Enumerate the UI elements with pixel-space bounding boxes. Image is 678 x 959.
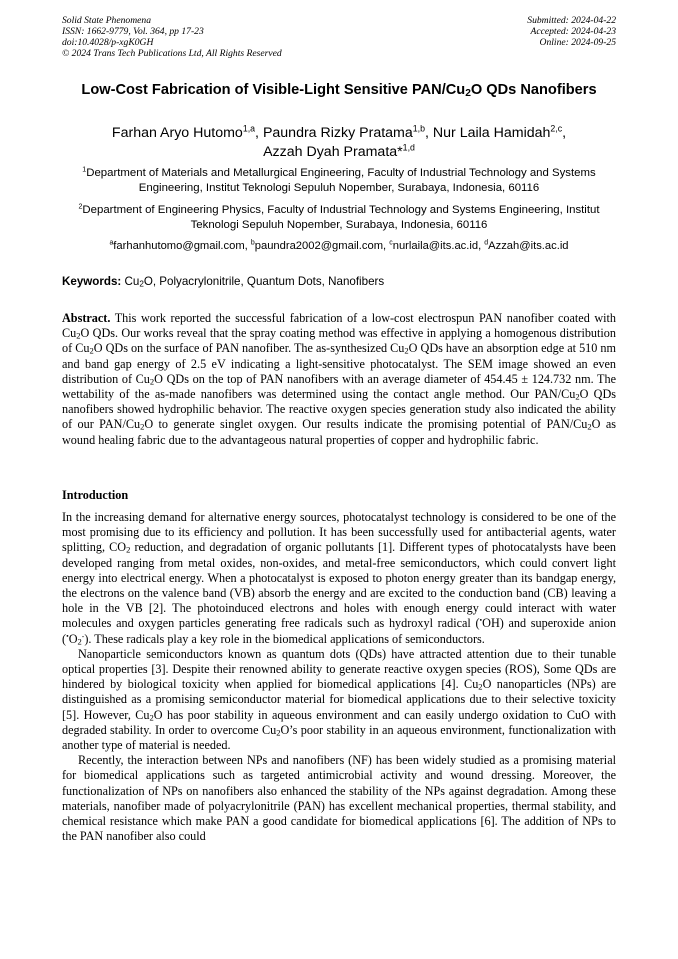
doi-link[interactable]: doi:10.4028/p-xgK0GH bbox=[62, 37, 154, 49]
author-affiliation-mark: 1,b bbox=[412, 123, 425, 134]
keywords-line bbox=[62, 275, 616, 289]
author-name: Farhan Aryo Hutomo bbox=[111, 125, 243, 141]
paragraph-text: O nanoparticles (NPs) are distinguished as a promising semiconductor material for biomedical applications due to their selective toxicity [5]. However, Cu bbox=[62, 677, 616, 722]
paragraph-text: reduction, and degradation of organic pollutants [1]. Different types of photocatalysts have been developed ranging from metal oxides, non-oxides, and metal-free semiconductors, which could convert light energy into electrical energy. When a photocatalyst is exposed to photon energy greater than its bandgap energy, the electrons on the valence band (VB) absorb the energy and are excited to the conduction band (CB) leaving a hole in the VB [2]. The photoinduced electrons and holes with enough energy could interact with water molecules and oxygen particles generating free radicals such as hydroxyl radical ( bbox=[62, 540, 616, 631]
author-separator: , bbox=[255, 125, 263, 141]
introduction-body bbox=[62, 510, 616, 844]
email-address[interactable]: farhanhutomo@gmail.com bbox=[113, 240, 245, 252]
section-heading-introduction: Introduction bbox=[62, 488, 129, 502]
abstract-subscript: 2 bbox=[404, 346, 409, 357]
journal-name: Solid State Phenomena bbox=[62, 15, 151, 26]
abstract-text: O QDs on the top of PAN nanofibers with an average diameter of 454.45 ± 124.732 nm. The wettability of the as-made nanofibers was determined using the contact angle method. Our PAN/Cu bbox=[62, 371, 617, 402]
publication-dates bbox=[527, 15, 616, 48]
journal-info bbox=[62, 15, 282, 59]
email-mark: d bbox=[484, 239, 489, 247]
author-affiliation-mark: 2,c bbox=[550, 123, 563, 134]
abstract-text: O QDs. Our works reveal that the spray coating method was effective in applying a homogenous distribution of Cu bbox=[62, 326, 616, 356]
author-emails bbox=[58, 239, 620, 253]
paragraph: Recently, the interaction between NPs and nanofibers (NF) has been widely studied as a promising material for biomedical applications such as targeted antimicrobial activity and wound dressing. Moreover, the functionalization of NPs on nanofibers also enhanced the stability of the NPs against degradation. Among these materials, nanofiber made of polyacrylonitrile (PAN) has excellent mechanical properties, thermal stability, and chemical resistance which make PAN a good candidate for biomedical applications [6]. The addition of NPs to the PAN nanofiber also could bbox=[62, 753, 616, 844]
paragraph-text: Nanoparticle semiconductors known as quantum dots (QDs) have attracted attention due to their tunable optical properties [3]. Despite their renowned ability to generate reactive oxygen species (ROS), Some QDs are hindered by biological toxicity when applied for biomedical applications [4]. Cu bbox=[62, 646, 616, 692]
subscript: 2 bbox=[149, 712, 154, 723]
issn-volume: ISSN: 1662-9779, Vol. 364, pp 17-23 bbox=[62, 26, 204, 38]
affiliation-2 bbox=[62, 203, 616, 233]
abstract-label: Abstract. bbox=[62, 311, 111, 325]
abstract-subscript: 2 bbox=[587, 422, 592, 433]
submitted-date: Submitted: 2024-04-22 bbox=[527, 15, 616, 26]
author-separator: , bbox=[562, 125, 567, 141]
email-mark: c bbox=[389, 239, 393, 247]
title-text: O QDs Nanofibers bbox=[470, 82, 597, 98]
paragraph-text: OH) and superoxide anion ( bbox=[62, 616, 616, 646]
abstract-text: This work reported the successful fabrication of a low-cost electrospun PAN nanofiber coated with Cu bbox=[62, 311, 616, 341]
paragraph-text: O has poor stability in aqueous environment and can easily undergo oxidation to CuO with degraded stability. In order to overcome Cu bbox=[62, 707, 616, 737]
abstract-subscript: 2 bbox=[76, 330, 81, 341]
accepted-date: Accepted: 2024-04-23 bbox=[530, 26, 616, 38]
abstract-subscript: 2 bbox=[149, 376, 155, 387]
affiliation-text: Department of Materials and Metallurgical Engineering, Faculty of Industrial Technology and Systems Engineering, Institut Teknologi Sepuluh Nopember, Surabaya, Indonesia, 60116 bbox=[86, 167, 596, 195]
author-separator: , bbox=[425, 125, 433, 141]
keywords-label: Keywords: bbox=[62, 275, 122, 288]
abstract-text: O QDs on the surface of PAN nanofiber. The as-synthesized Cu bbox=[93, 341, 405, 356]
subscript: 2 bbox=[77, 636, 82, 647]
subscript: 2 bbox=[126, 545, 131, 556]
affiliation-1 bbox=[62, 166, 616, 196]
email-address[interactable]: paundra2002@gmail.com bbox=[254, 240, 384, 252]
affiliation-number: 1 bbox=[82, 166, 87, 174]
author-list bbox=[62, 124, 616, 161]
email-mark: a bbox=[109, 239, 114, 247]
abstract-subscript: 2 bbox=[140, 422, 145, 433]
title-text: Low-Cost Fabrication of Visible-Light Sensitive PAN/Cu bbox=[81, 82, 466, 98]
email-address[interactable]: nurlaila@its.ac.id bbox=[392, 240, 479, 252]
paragraph-text: O’s poor stability in an aqueous environment, functionalization with another type of material is needed. bbox=[62, 722, 616, 753]
keywords-subscript: 2 bbox=[139, 279, 144, 289]
abstract bbox=[62, 311, 616, 448]
copyright-notice: © 2024 Trans Tech Publications Ltd, All Rights Reserved bbox=[62, 48, 282, 60]
online-date: Online: 2024-09-25 bbox=[539, 37, 616, 49]
affiliation-number: 2 bbox=[78, 203, 83, 211]
paper-title bbox=[62, 81, 616, 99]
charge-superscript: - bbox=[81, 630, 85, 640]
abstract-subscript: 2 bbox=[89, 346, 94, 357]
abstract-text: O QDs have an absorption edge at 510 nm and band gap energy of 2.5 eV indicating a light-sensitive photocatalyst. The SEM image showed an even distribution of Cu bbox=[62, 341, 616, 386]
email-separator: , bbox=[478, 240, 485, 252]
paragraph-text: O bbox=[68, 631, 78, 646]
paragraph bbox=[62, 647, 616, 753]
email-separator: , bbox=[244, 240, 251, 252]
keywords-text: Cu bbox=[121, 275, 140, 288]
author-name: Azzah Dyah Pramata* bbox=[263, 143, 403, 160]
paragraph-text: ). These radicals play a key role in the biomedical applications of semiconductors. bbox=[84, 631, 485, 646]
paragraph-text: In the increasing demand for alternative energy sources, photocatalyst technology is considered to be one of the most promising due to its efficiency and pollution. It has been successfully used for antibacterial agents, water splitting, CO bbox=[62, 510, 616, 555]
radical-dot: • bbox=[479, 615, 483, 625]
author-name: Nur Laila Hamidah bbox=[432, 125, 551, 141]
subscript: 2 bbox=[276, 727, 281, 738]
abstract-text: O to generate singlet oxygen. Our results indicate the promising potential of PAN/Cu bbox=[144, 417, 588, 432]
paragraph bbox=[62, 510, 616, 647]
abstract-subscript: 2 bbox=[575, 391, 580, 402]
subscript: 2 bbox=[478, 681, 483, 692]
author-affiliation-mark: 1,d bbox=[402, 142, 415, 153]
affiliation-text: Department of Engineering Physics, Faculty of Industrial Technology and Systems Engineering, Institut Teknologi Sepuluh Nopember, Surabaya, Indonesia, 60116 bbox=[82, 204, 600, 232]
abstract-text: O QDs nanofibers showed hydrophilic behavior. The reactive oxygen species generation study also indicated the ability of our PAN/Cu bbox=[62, 387, 616, 432]
author-name: Paundra Rizky Pratama bbox=[262, 125, 413, 141]
email-separator: , bbox=[383, 240, 390, 252]
email-address[interactable]: Azzah@its.ac.id bbox=[488, 240, 569, 252]
email-mark: b bbox=[250, 239, 255, 247]
keywords-text: O, Polyacrylonitrile, Quantum Dots, Nanofibers bbox=[143, 275, 385, 288]
author-affiliation-mark: 1,a bbox=[242, 123, 256, 134]
title-subscript: 2 bbox=[465, 88, 471, 100]
abstract-text: O as wound healing fabric due to the advantageous natural properties of copper and hydrophilic fabric. bbox=[62, 417, 616, 447]
radical-dot: • bbox=[66, 630, 69, 640]
